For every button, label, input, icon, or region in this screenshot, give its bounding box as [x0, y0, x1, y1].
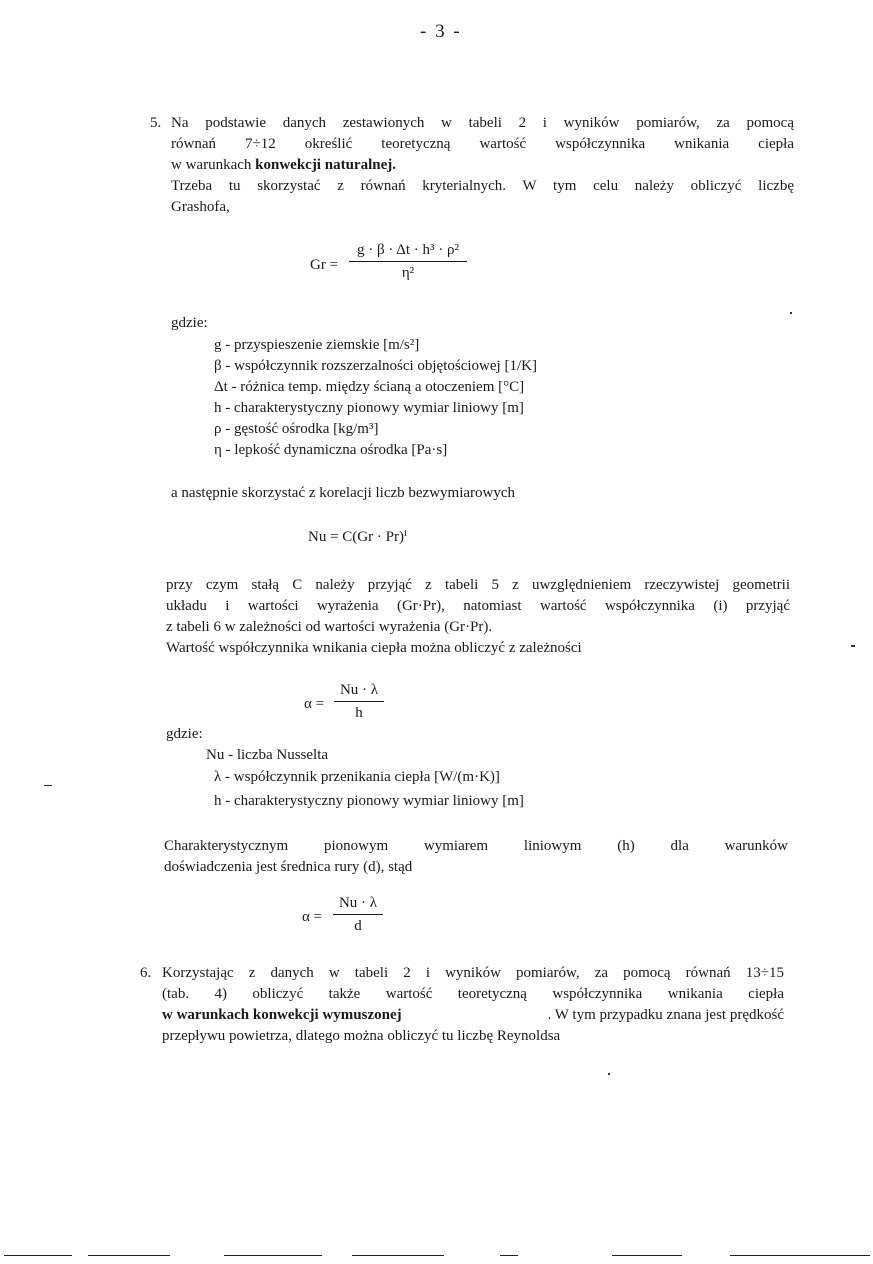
scan-mark	[44, 785, 52, 786]
footer-rule	[352, 1255, 444, 1256]
scan-mark	[608, 1073, 610, 1075]
para-char-line-1: Charakterystycznym pionowym wymiarem liniowym (h) dla warunków	[164, 838, 788, 854]
footer-rule	[224, 1255, 322, 1256]
grashof-denominator: η²	[401, 265, 415, 281]
grashof-numerator: g · β · Δt · h³ · ρ²	[349, 241, 467, 262]
symbol-beta: β - współczynnik rozszerzalności objętościowej [1/K]	[214, 358, 537, 374]
alpha-h-fraction	[334, 681, 384, 723]
scan-mark	[790, 312, 792, 314]
alpha-h-denominator: h	[355, 705, 363, 721]
item-5-line-3-prefix: w warunkach	[171, 157, 256, 173]
page-number: - 3 -	[420, 21, 462, 42]
alpha-h-numerator: Nu · λ	[334, 681, 384, 702]
item-5-line-2: równań 7÷12 określić teoretyczną wartość współczynnika wnikania ciepła	[171, 136, 794, 152]
alpha-d-numerator: Nu · λ	[333, 894, 383, 915]
footer-rule	[730, 1255, 870, 1256]
then-text: a następnie skorzystać z korelacji liczb bezwymiarowych	[171, 485, 516, 501]
nusselt-equation: Nu = C(Gr · Pr)ⁱ	[308, 529, 407, 545]
item-6-line-3-bold: w warunkach konwekcji wymuszonej	[162, 1007, 402, 1023]
item-6-line-1: Korzystając z danych w tabeli 2 i wyników pomiarów, za pomocą równań 13÷15	[162, 965, 784, 981]
item-6-line-4: przepływu powietrza, dlatego można obliczyć tu liczbę Reynoldsa	[162, 1028, 561, 1044]
para-char-line-2: doświadczenia jest średnica rury (d), stąd	[164, 859, 413, 875]
footer-rule	[612, 1255, 682, 1256]
alpha-h-lhs: α =	[304, 696, 325, 712]
where-label-1: gdzie:	[171, 315, 208, 331]
item-5-line-5: Grashofa,	[171, 199, 230, 215]
symbol-g: g - przyspieszenie ziemskie [m/s²]	[214, 337, 420, 353]
alpha-d-denominator: d	[354, 918, 362, 934]
para-const-line-2: układu i wartości wyrażenia (Gr·Pr), natomiast wartość współczynnika (i) przyjąć	[166, 598, 790, 614]
scan-mark	[851, 645, 855, 647]
para-const-line-4: Wartość współczynnika wnikania ciepła można obliczyć z zależności	[166, 640, 582, 656]
symbol-eta: η - lepkość dynamiczna ośrodka [Pa·s]	[214, 442, 448, 458]
footer-rule	[88, 1255, 170, 1256]
symbol-lambda: λ - współczynnik przenikania ciepła [W/(m·K)]	[214, 769, 500, 785]
item-6-number: 6.	[140, 965, 152, 981]
footer-rule	[500, 1255, 518, 1256]
where-label-2: gdzie:	[166, 726, 203, 742]
grashof-fraction	[349, 241, 467, 283]
item-6-line-3	[162, 1006, 784, 1025]
symbol-nu: Nu - liczba Nusselta	[206, 747, 329, 763]
item-5-line-4: Trzeba tu skorzystać z równań kryterialnych. W tym celu należy obliczyć liczbę	[171, 178, 794, 194]
item-6-line-2: (tab. 4) obliczyć także wartość teoretyczną współczynnika wnikania ciepła	[162, 986, 784, 1002]
symbol-delta-t: Δt - różnica temp. między ścianą a otoczeniem [°C]	[214, 379, 525, 395]
para-const-line-1: przy czym stałą C należy przyjąć z tabeli 5 z uwzględnieniem rzeczywistej geometrii	[166, 577, 790, 593]
symbol-h-2: h - charakterystyczny pionowy wymiar liniowy [m]	[214, 793, 524, 809]
symbol-h: h - charakterystyczny pionowy wymiar liniowy [m]	[214, 400, 524, 416]
item-5-number: 5.	[150, 115, 162, 131]
symbol-rho: ρ - gęstość ośrodka [kg/m³]	[214, 421, 379, 437]
grashof-lhs: Gr =	[310, 257, 339, 273]
item-6-line-3-rest: . W tym przypadku znana jest prędkość	[547, 1007, 784, 1023]
item-5-line-1: Na podstawie danych zestawionych w tabeli 2 i wyników pomiarów, za pomocą	[171, 115, 794, 131]
footer-rule	[4, 1255, 72, 1256]
alpha-d-fraction	[333, 894, 383, 936]
alpha-d-lhs: α =	[302, 909, 323, 925]
item-5-line-3-bold: konwekcji naturalnej.	[255, 157, 396, 173]
item-5-line-3	[171, 156, 396, 175]
para-const-line-3: z tabeli 6 w zależności od wartości wyrażenia (Gr·Pr).	[166, 619, 493, 635]
